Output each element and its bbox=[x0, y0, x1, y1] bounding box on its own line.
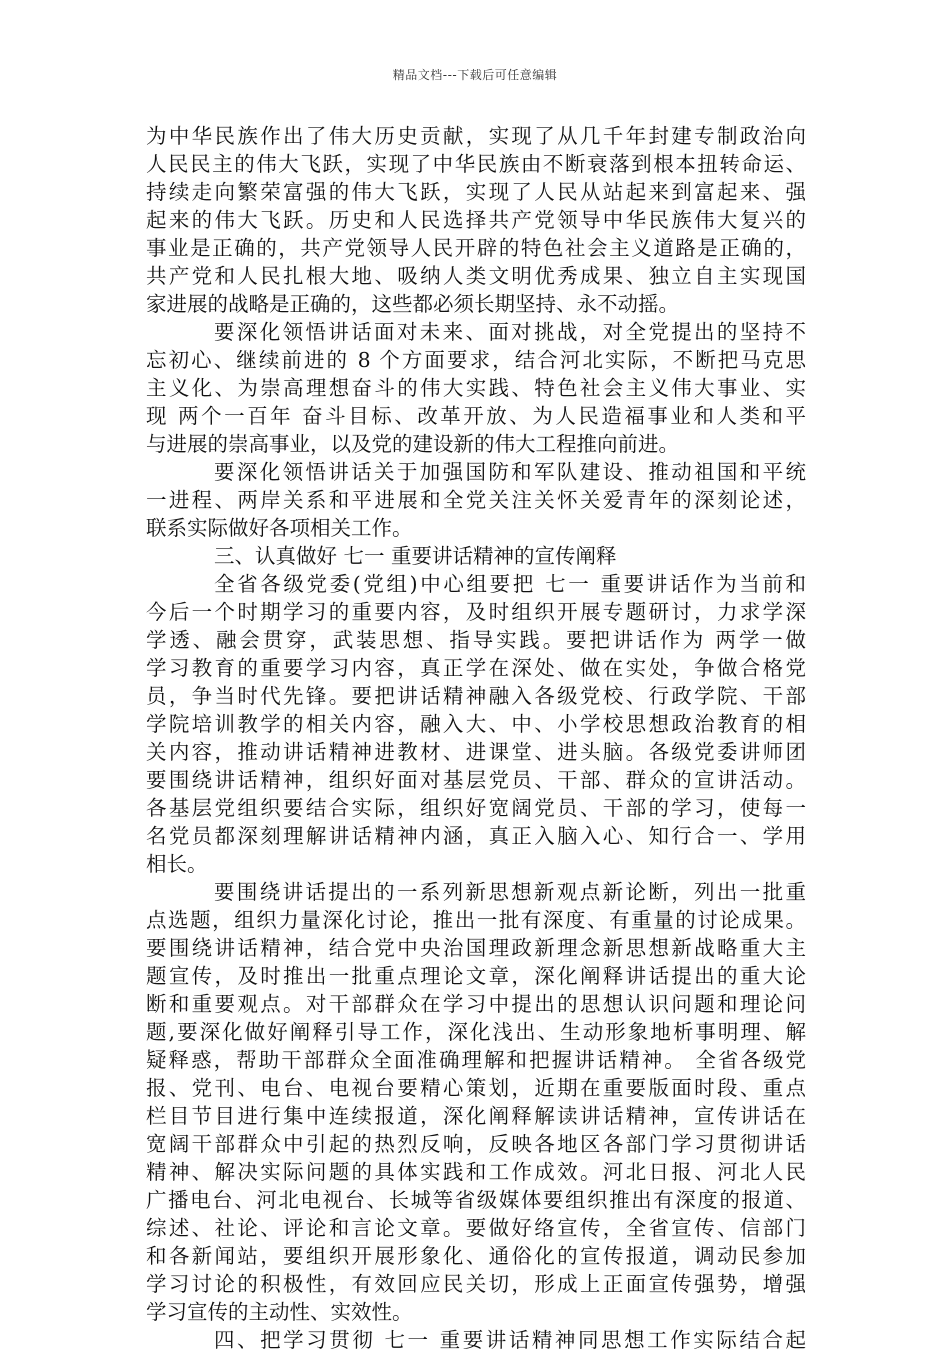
text-line: 要围绕讲话精神，结合党中央治国理政新理念新思想新战略重大主 bbox=[146, 936, 806, 960]
text-line: 学习讨论的积极性，有效回应民关切，形成上正面宣传强势，增强 bbox=[146, 1272, 806, 1296]
text-line: 要深化领悟讲话面对未来、面对挑战，对全党提出的坚持不 bbox=[214, 320, 806, 344]
text-line: 员，争当时代先锋。要把讲话精神融入各级党校、行政学院、干部 bbox=[146, 684, 806, 708]
document-body bbox=[146, 122, 806, 1354]
text-line: 持续走向繁荣富强的伟大飞跃，实现了人民从站起来到富起来、强 bbox=[146, 180, 806, 204]
text-line: 现 两个一百年 奋斗目标、改革开放、为人民造福事业和人类和平 bbox=[146, 404, 806, 428]
text-line: 广播电台、河北电视台、长城等省级媒体要组织推出有深度的报道、 bbox=[146, 1188, 806, 1212]
text-line: 要围绕讲话精神，组织好面对基层党员、干部、群众的宣讲活动。 bbox=[146, 768, 806, 792]
text-line: 学习教育的重要学习内容，真正学在深处、做在实处，争做合格党 bbox=[146, 656, 806, 680]
text-line: 忘初心、继续前进的 8 个方面要求，结合河北实际，不断把马克思 bbox=[146, 348, 806, 372]
text-line: 各基层党组织要结合实际，组织好宽阔党员、干部的学习，使每一 bbox=[146, 796, 806, 820]
text-line: 共产党和人民扎根大地、吸纳人类文明优秀成果、独立自主实现国 bbox=[146, 264, 806, 288]
text-line: 栏目节目进行集中连续报道，深化阐释解读讲话精神，宣传讲话在 bbox=[146, 1104, 806, 1128]
text-line: 联系实际做好各项相关工作。 bbox=[146, 516, 413, 540]
page-header: 精品文档---下载后可任意编辑 bbox=[392, 68, 558, 82]
text-line: 关内容，推动讲话精神进教材、进课堂、进头脑。各级党委讲师团 bbox=[146, 740, 806, 764]
text-line: 今后一个时期学习的重要内容，及时组织开展专题研讨，力求学深 bbox=[146, 600, 806, 624]
text-line: 和各新闻站，要组织开展形象化、通俗化的宣传报道，调动民参加 bbox=[146, 1244, 806, 1268]
text-line: 全省各级党委(党组)中心组要把 七一 重要讲话作为当前和 bbox=[214, 572, 806, 596]
text-line: 四、把学习贯彻 七一 重要讲话精神同思想工作实际结合起 bbox=[214, 1328, 806, 1352]
text-line: 一进程、两岸关系和平进展和全党关注关怀关爱青年的深刻论述， bbox=[146, 488, 806, 512]
text-line: 断和重要观点。对干部群众在学习中提出的思想认识问题和理论问 bbox=[146, 992, 806, 1016]
text-line: 要深化领悟讲话关于加强国防和军队建设、推动祖国和平统 bbox=[214, 460, 806, 484]
text-line: 事业是正确的，共产党领导人民开辟的特色社会主义道路是正确的， bbox=[146, 236, 806, 260]
text-line: 要围绕讲话提出的一系列新思想新观点新论断，列出一批重 bbox=[214, 880, 806, 904]
text-line: 点选题，组织力量深化讨论，推出一批有深度、有重量的讨论成果。 bbox=[146, 908, 806, 932]
text-line: 家进展的战略是正确的，这些都必须长期坚持、永不动摇。 bbox=[146, 292, 679, 316]
text-line: 疑释惑，帮助干部群众全面准确理解和把握讲话精神。 全省各级党 bbox=[146, 1048, 806, 1072]
text-line: 主义化、为崇高理想奋斗的伟大实践、特色社会主义伟大事业、实 bbox=[146, 376, 806, 400]
text-line: 三、认真做好 七一 重要讲话精神的宣传阐释 bbox=[214, 544, 617, 568]
text-line: 学透、融会贯穿，武装思想、指导实践。要把讲话作为 两学一做 bbox=[146, 628, 806, 652]
text-line: 起来的伟大飞跃。历史和人民选择共产党领导中华民族伟大复兴的 bbox=[146, 208, 806, 232]
text-line: 名党员都深刻理解讲话精神内涵，真正入脑入心、知行合一、学用 bbox=[146, 824, 806, 848]
text-line: 学习宣传的主动性、实效性。 bbox=[146, 1300, 413, 1324]
text-line: 为中华民族作出了伟大历史贡献，实现了从几千年封建专制政治向 bbox=[146, 124, 806, 148]
text-line: 综述、社论、评论和言论文章。要做好络宣传，全省宣传、信部门 bbox=[146, 1216, 806, 1240]
text-line: 相长。 bbox=[146, 852, 208, 876]
text-line: 与进展的崇高事业，以及党的建设新的伟大工程推向前进。 bbox=[146, 432, 679, 456]
text-line: 学院培训教学的相关内容，融入大、中、小学校思想政治教育的相 bbox=[146, 712, 806, 736]
text-line: 报、党刊、电台、电视台要精心策划，近期在重要版面时段、重点 bbox=[146, 1076, 806, 1100]
text-line: 人民民主的伟大飞跃，实现了中华民族由不断衰落到根本扭转命运、 bbox=[146, 152, 806, 176]
text-line: 题宣传，及时推出一批重点理论文章，深化阐释讲话提出的重大论 bbox=[146, 964, 806, 988]
text-line: 题,要深化做好阐释引导工作，深化浅出、生动形象地析事明理、解 bbox=[146, 1020, 806, 1044]
text-line: 宽阔干部群众中引起的热烈反响，反映各地区各部门学习贯彻讲话 bbox=[146, 1132, 806, 1156]
text-line: 精神、解决实际问题的具体实践和工作成效。河北日报、河北人民 bbox=[146, 1160, 806, 1184]
